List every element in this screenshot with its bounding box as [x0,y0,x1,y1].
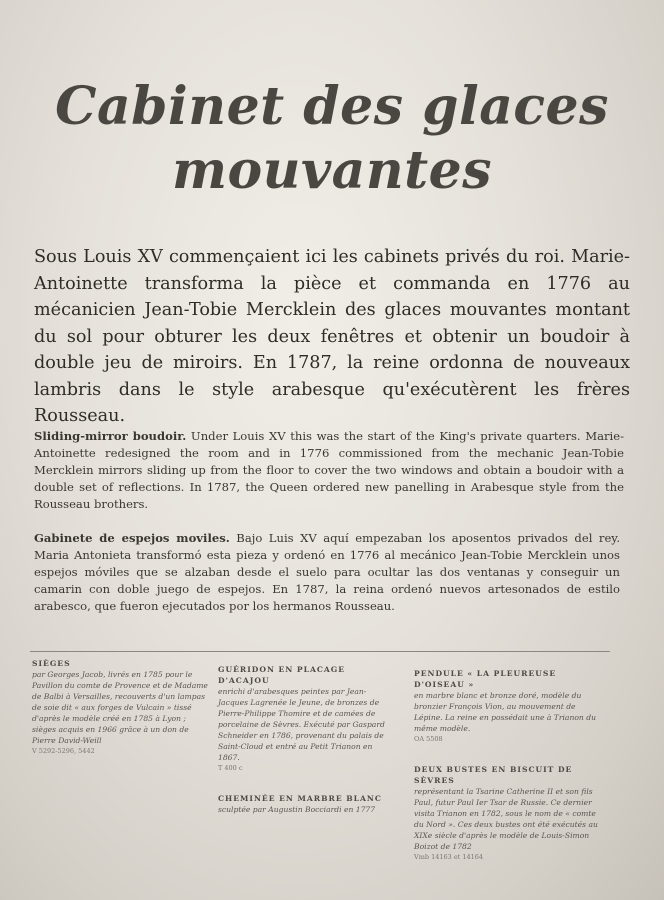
caption-pendule-ref: OA 5508 [414,735,443,743]
spanish-paragraph [34,530,620,615]
caption-bustes-heading: DEUX BUSTES EN BISCUIT DE SÈVRES [414,765,573,785]
caption-pendule-body: en marbre blanc et bronze doré, modèle du bronzier François Vion, au mouvement de Lépine. La reine en possédait une à Trianon du même modèle. [414,691,596,733]
caption-sieges-body: par Georges Jacob, livrés en 1785 pour le Pavillon du comte de Provence et de Madame de Balbi à Versailles, recouverts d'un lampas de soie dit « aux forges de Vulcain » tissé d'après le modèle créé en 1785 à Lyon ; sièges acquis en 1966 grâce à un don de Pierre David-Weill [32,670,208,745]
caption-bustes [414,764,606,863]
divider [30,651,610,652]
caption-cheminee-heading: CHEMINÉE EN MARBRE BLANC [218,794,382,803]
spanish-heading: Gabinete de espejos moviles. [34,531,230,545]
caption-pendule [414,668,606,745]
caption-pendule-heading: PENDULE « LA PLEUREUSE D'OISEAU » [414,669,557,689]
english-paragraph [34,428,624,513]
caption-sieges-ref: V 5292-5296, 5442 [32,747,95,755]
spanish-text: Bajo Luis XV aquí empezaban los aposentos privados del rey. Maria Antonieta transformó esta pieza y ordenó en 1776 al mecánico Jean-Tobie Mercklein unos espejos móviles que se alzaban desde el suelo para ocultar las dos ventanas y conseguir un camarin con doble juego de espejos. En 1787, la reina ordenó nuevos artesonados de estilo arabesco, que fueron ejecutados por los hermanos Rousseau. [34,531,621,613]
caption-gueridon [218,664,392,774]
caption-gueridon-heading: GUÉRIDON EN PLACAGE D'ACAJOU [218,665,346,685]
caption-bustes-body: représentant la Tsarine Catherine II et son fils Paul, futur Paul Ier Tsar de Russie. Ce dernier visita Trianon en 1782, sous le nom de « comte du Nord ». Ces deux bustes ont été exécutés au XIXe siècle d'après le modèle de Louis-Simon Boizot de 1782 [414,787,598,851]
english-text: Under Louis XV this was the start of the King's private quarters. Marie-Antoinette redesigned the room and in 1776 commissioned from the mechanic Jean-Tobie Mercklein mirrors sliding up from the floor to cover the two windows and obtain a boudoir with a double set of reflections. In 1787, the Queen ordered new panelling in Arabesque style from the Rousseau brothers. [34,429,625,511]
english-heading: Sliding-mirror boudoir. [34,429,187,443]
caption-sieges [32,658,212,757]
title-line-2: mouvantes [171,139,493,201]
caption-cheminee [218,793,392,815]
page-title [0,75,664,203]
caption-gueridon-body: enrichi d'arabesques peintes par Jean-Jacques Lagrenée le Jeune, de bronzes de Pierre-Philippe Thomire et de camées de porcelaine de Sèvres. Exécuté par Gaspard Schneider en 1786, provenant du palais de Saint-Cloud et entré au Petit Trianon en 1867. [218,687,385,762]
caption-cheminee-body: sculptée par Augustin Bocciardi en 1777 [218,805,376,814]
caption-gueridon-ref: T 400 c [218,764,243,772]
french-paragraph: Sous Louis XV commençaient ici les cabinets privés du roi. Marie-Antoinette transforma la pièce et commanda en 1776 au mécanicien Jean-Tobie Mercklein des glaces mouvantes montant du sol pour obturer les deux fenêtres et obtenir un boudoir à double jeu de miroirs. En 1787, la reine ordonna de nouveaux lambris dans le style arabesque qu'exécutèrent les frères Rousseau. [34,247,630,426]
caption-bustes-ref: Vmb 14163 et 14164 [414,853,484,861]
title-line-1: Cabinet des glaces [55,75,609,137]
caption-sieges-heading: SIÈGES [32,659,71,668]
